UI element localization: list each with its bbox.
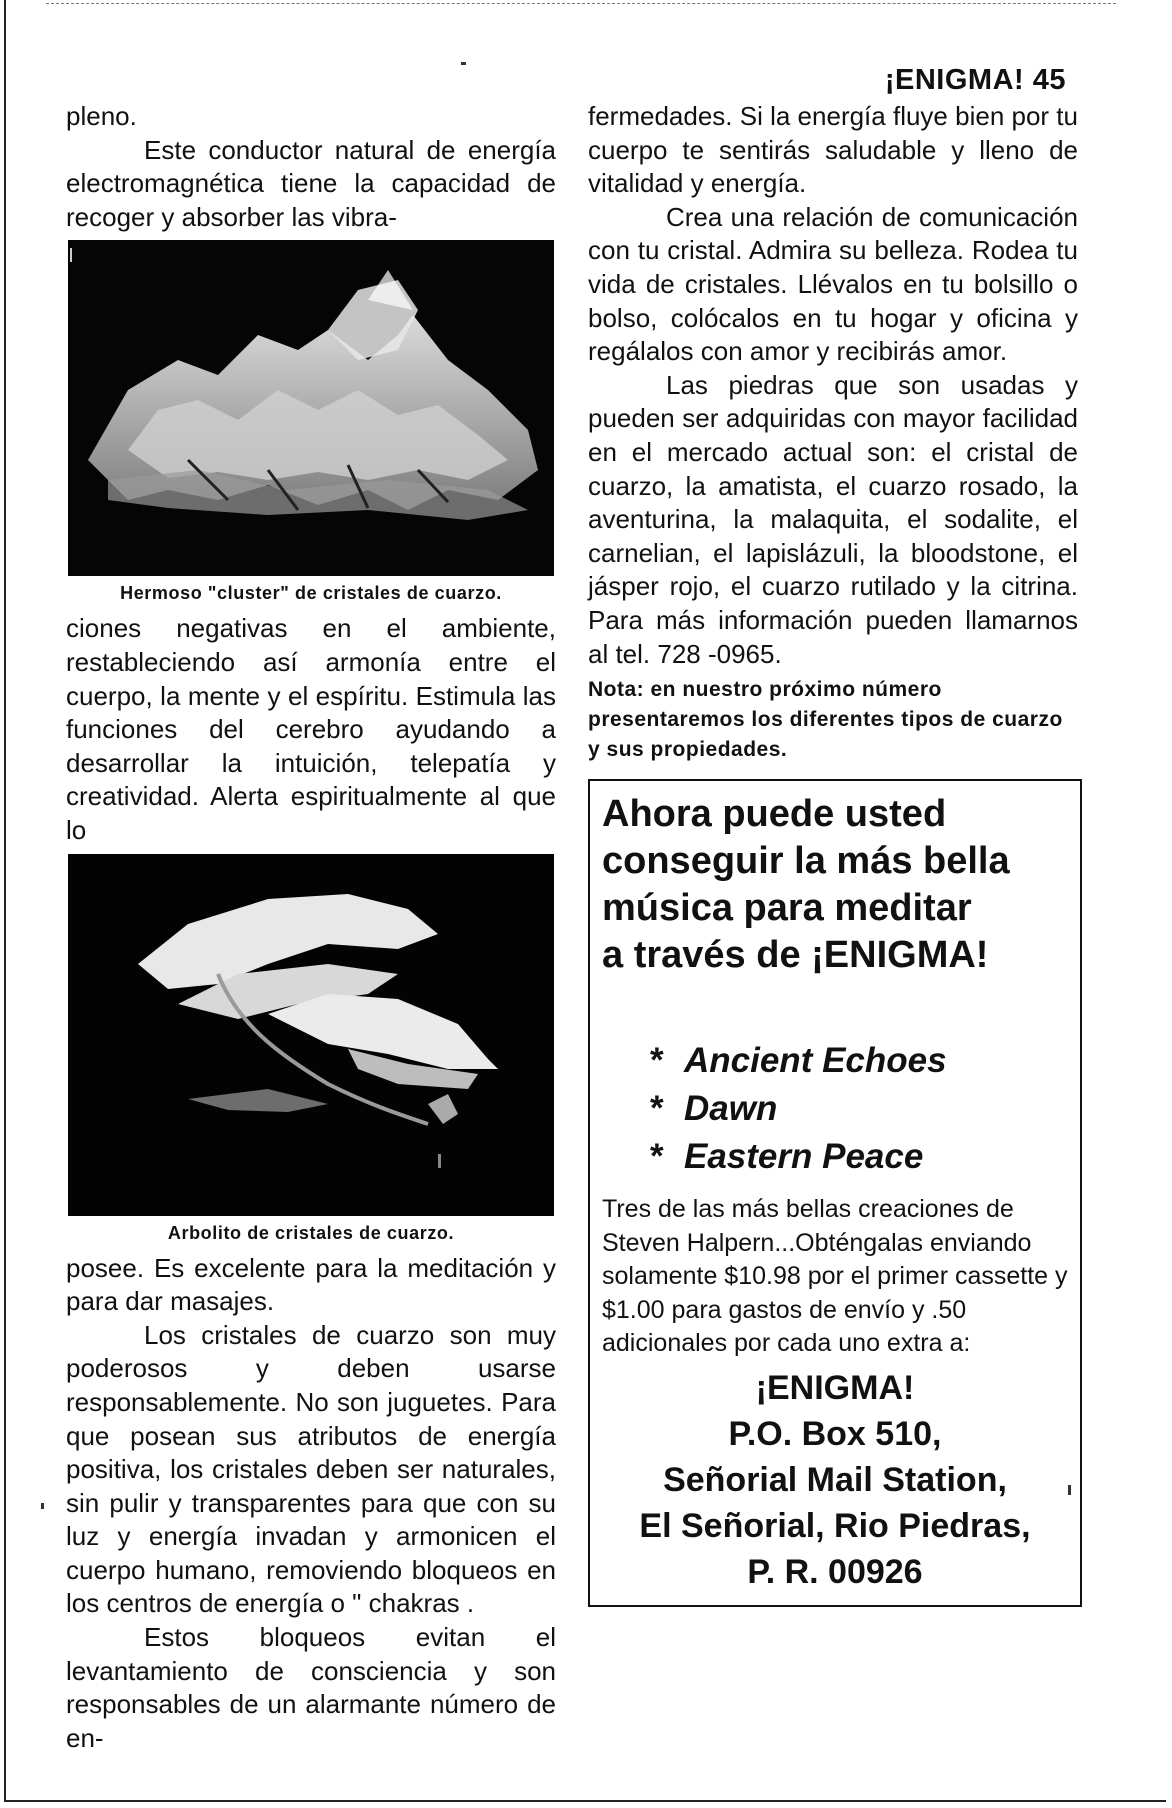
ad-headline-line: Ahora puede usted bbox=[602, 793, 947, 836]
page-header: ¡ENIGMA! 45 bbox=[884, 64, 1066, 96]
album-item bbox=[650, 1133, 1080, 1181]
bullet-star-icon: * bbox=[650, 1041, 664, 1081]
left-column bbox=[66, 100, 556, 1755]
paragraph-ciones: ciones negativas en el ambiente, restableciendo así armonía entre el cuerpo, la mente y el espíritu. Estimula las funciones del cerebro ayudando a desarrollar la intuición, telepatía y creatividad. Alerta espiritualmente al que lo bbox=[66, 613, 556, 845]
paragraph-crea: Crea una relación de comunicación con tu cristal. Admira su belleza. Rodea tu vida de cristales. Llévalos en tu bolsillo o bolso, colócalos en tu hogar y oficina y regálalos con amor y recibirás amor. bbox=[588, 201, 1078, 367]
address-line: P. R. 00926 bbox=[747, 1552, 923, 1591]
album-item bbox=[650, 1085, 1080, 1133]
right-column bbox=[588, 100, 1078, 1607]
paragraph-fermedades: fermedades. Si la energía fluye bien por tu cuerpo te sentirás saludable y lleno de vitalidad y energía. bbox=[588, 101, 1078, 199]
photo2-caption: Arbolito de cristales de cuarzo. bbox=[167, 1222, 455, 1243]
paragraph-cristales: Los cristales de cuarzo son muy poderosos y deben usarse responsablemente. No son juguetes. Para que posean sus atributos de energía positiva, los cristales deben ser naturales, sin pulir y transparentes para que con su luz y energía invadan y armonicen el cuerpo humano, removiendo bloqueos en los centros de energía o " chakras . bbox=[66, 1319, 556, 1619]
mailing-address bbox=[602, 1365, 1080, 1595]
top-border bbox=[46, 3, 1116, 4]
photo-crystal-tree bbox=[68, 854, 554, 1216]
advertisement-box bbox=[588, 779, 1082, 1607]
crystal-cluster-image bbox=[68, 240, 554, 576]
address-line: ¡ENIGMA! bbox=[755, 1368, 915, 1407]
print-speck bbox=[41, 1503, 44, 1509]
bullet-star-icon: * bbox=[650, 1137, 664, 1177]
crystal-tree-image bbox=[68, 854, 554, 1216]
print-speck bbox=[461, 62, 466, 65]
note-text: Nota: en nuestro próximo número presentaremos los diferentes tipos de cuarzo y sus propiedades. bbox=[588, 678, 1063, 762]
ad-headline-line: conseguir la más bella bbox=[602, 840, 1010, 883]
paragraph-conductor: Este conductor natural de energía electromagnética tiene la capacidad de recoger y absorber las vibra- bbox=[66, 134, 556, 232]
paragraph-piedras: Las piedras que son usadas y pueden ser adquiridas con mayor facilidad en el mercado actual son: el cristal de cuarzo, la amatista, el cuarzo rosado, la aventurina, la malaquita, el sodalite, el carnelian, el lapislázuli, la bloodstone, el jásper rojo, el cuarzo rutilado y la citrina. Para más información pueden llamarnos al tel. 728 -0965. bbox=[588, 369, 1078, 669]
paragraph-posee: posee. Es excelente para la meditación y para dar masajes. bbox=[66, 1252, 556, 1317]
album-title: Ancient Echoes bbox=[684, 1041, 947, 1081]
album-title: Eastern Peace bbox=[684, 1137, 924, 1177]
album-list bbox=[650, 1037, 1080, 1181]
ad-headline bbox=[602, 791, 1080, 979]
ad-headline-line: música para meditar bbox=[602, 887, 972, 930]
address-line: El Señorial, Rio Piedras, bbox=[639, 1506, 1031, 1545]
address-line: P.O. Box 510, bbox=[728, 1414, 942, 1453]
magazine-page bbox=[4, 0, 1166, 1802]
print-speck bbox=[1068, 1485, 1071, 1495]
album-item bbox=[650, 1037, 1080, 1085]
photo-crystal-cluster bbox=[68, 240, 554, 576]
paragraph-bloqueos: Estos bloqueos evitan el levantamiento de consciencia y son responsables de un alarmante número de en- bbox=[66, 1622, 556, 1753]
ad-headline-line: a través de ¡ENIGMA! bbox=[602, 934, 989, 977]
address-line: Señorial Mail Station, bbox=[663, 1460, 1007, 1499]
album-title: Dawn bbox=[684, 1089, 778, 1129]
paragraph-pleno: pleno. bbox=[66, 101, 137, 131]
bullet-star-icon: * bbox=[650, 1089, 664, 1129]
ad-body-text: Tres de las más bellas creaciones de Steven Halpern...Obténgalas enviando solamente $10.98 por el primer cassette y $1.00 para gastos de envío y .50 adicionales por cada uno extra a: bbox=[602, 1195, 1068, 1358]
photo1-caption: Hermoso "cluster" de cristales de cuarzo. bbox=[120, 583, 502, 604]
